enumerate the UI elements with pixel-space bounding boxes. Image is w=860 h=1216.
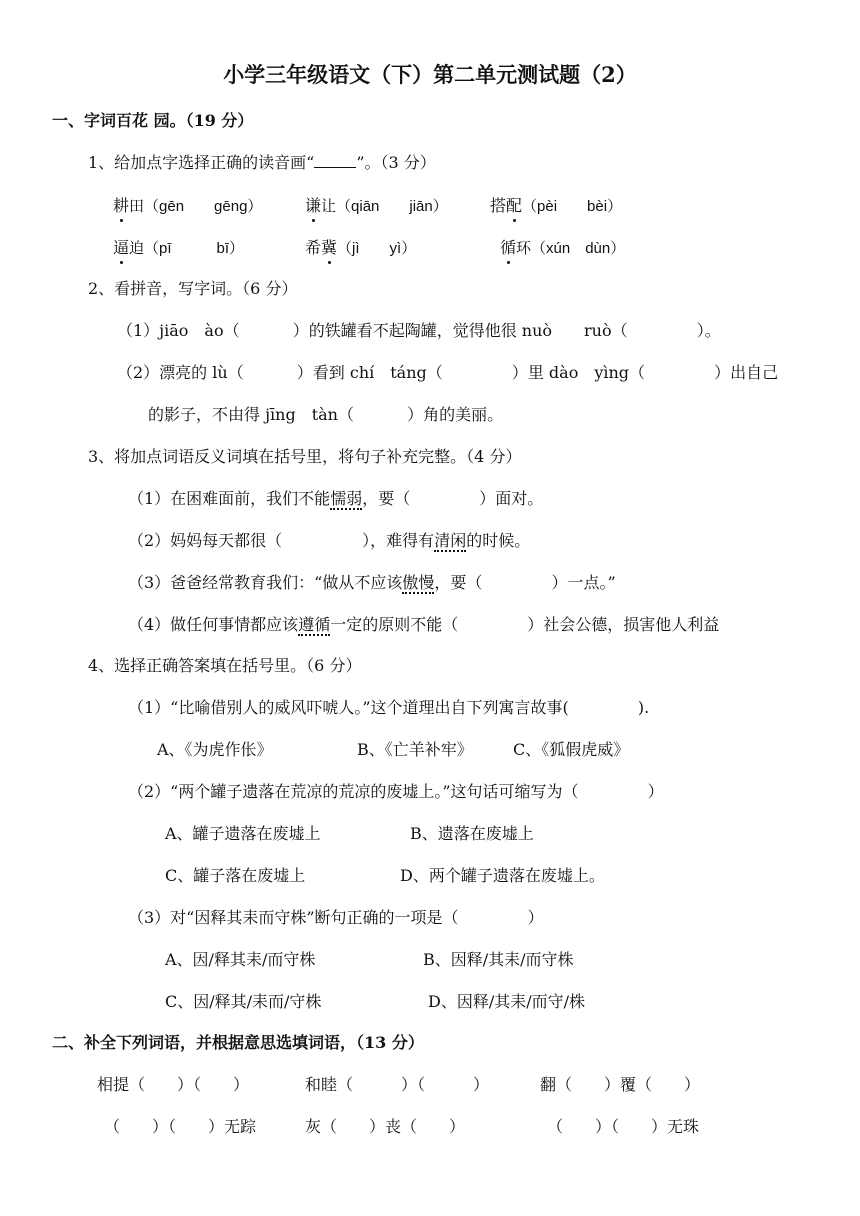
option-b: B、因释/其耒/而守株 [423,950,574,969]
q1-item-text: 迫（pī bī） [129,240,245,257]
option-a: A、罐子遗落在废墟上 [165,824,321,843]
dotted-char: 配 [506,196,523,215]
q3-text: 一定的原则不能（ ）社会公德，损害他人利益 [330,615,720,634]
q3-line [128,488,543,510]
option-a: A、因/释其耒/而守株 [165,950,316,969]
q3-text: （4）做任何事情都应该 [128,615,299,634]
dotted-word: 清闲 [434,531,467,550]
q2-line: （2）漂亮的 lù（ ）看到 chí táng（ ）里 dào yìng（ ）出自己 [117,363,779,382]
q3-line [128,614,719,636]
dotted-char: 耕 [113,196,130,215]
q1-item-char: 搭 [490,196,507,215]
dotted-char: 冀 [321,238,338,257]
q1-item [113,195,262,218]
q1-item [113,237,244,260]
q1-item [500,237,625,260]
q3-line [128,572,616,594]
q3-text: ，要（ ）一点。” [434,573,616,592]
option-b: B、《亡羊补牢》 [357,740,473,759]
idiom-item: 灰（ ）丧（ ） [305,1117,466,1136]
q1-item-char: 希 [305,238,322,257]
q3-text: （3）爸爸经常教育我们：“做从不应该 [128,573,403,592]
idiom-item: （ ）（ ）无珠 [547,1117,700,1136]
dotted-char: 循 [500,238,517,257]
q3-text: 的时候。 [466,531,531,550]
q1-item-text: 环（xún dùn） [516,240,626,257]
q3-prompt: 3、将加点词语反义词填在括号里，将句子补充完整。（4 分） [88,447,522,466]
idiom-item: 相提（ ）（ ） [97,1075,250,1094]
option-a: A、《为虎作伥》 [157,740,273,759]
q1-item [305,237,416,260]
idiom-item: 和睦（ ）（ ） [305,1075,490,1094]
q1-item-text: 田（gēn gēng） [129,198,263,215]
option-c: C、《狐假虎威》 [513,740,630,759]
option-c: C、因/释其/耒而/守株 [165,992,322,1011]
dotted-word: 懦弱 [330,489,363,508]
option-b: B、遗落在废墟上 [410,824,534,843]
dotted-word: 傲慢 [402,573,435,592]
option-d: D、因释/其耒/而守/株 [428,992,586,1011]
q1-item-text: （jì yì） [337,240,417,257]
dotted-char: 逼 [113,238,130,257]
q1-underline-blank [314,153,356,168]
dotted-word: 遵循 [298,615,331,634]
q1-item-text: 让（qiān jiān） [321,198,448,215]
section2-heading: 二、补全下列词语，并根据意思选填词语，（13 分） [52,1033,424,1052]
q1-item [490,195,622,218]
dotted-char: 谦 [305,196,322,215]
q4-sub-question: （2）“两个罐子遗落在荒凉的荒凉的废墟上。”这句话可缩写为（ ） [128,782,664,801]
q3-text: ，要（ ）面对。 [362,489,544,508]
idiom-item: 翻（ ）覆（ ） [540,1075,701,1094]
q2-line: 的影子，不由得 jīng tàn（ ）角的美丽。 [148,405,504,424]
q3-text: （1）在困难面前，我们不能 [128,489,331,508]
q4-sub-question: （1）“比喻借别人的威风吓唬人。”这个道理出自下列寓言故事( ). [128,698,650,717]
q2-prompt: 2、看拼音，写字词。（6 分） [88,279,298,298]
option-d: D、两个罐子遗落在废墟上。 [400,866,605,885]
q4-sub-question: （3）对“因释其耒而守株”断句正确的一项是（ ） [128,908,544,927]
section1-heading: 一、字词百花 园。（19 分） [52,111,254,130]
idiom-item: （ ）（ ）无踪 [104,1117,257,1136]
q1-prompt-end: ”。（3 分） [356,153,436,172]
q4-prompt: 4、选择正确答案填在括号里。（6 分） [88,656,362,675]
q3-line [128,530,530,552]
q1-prompt [88,152,436,174]
option-c: C、罐子落在废墟上 [165,866,306,885]
q1-item-text: （pèi bèi） [522,198,623,215]
q3-text: （2）妈妈每天都很（ ），难得有 [128,531,435,550]
q2-line: （1）jiāo ào（ ）的铁罐看不起陶罐，觉得他很 nuò ruò（ ）。 [117,321,721,340]
q1-prompt-start: 1、给加点字选择正确的读音画“ [88,153,315,172]
q1-item [305,195,448,218]
page-title: 小学三年级语文（下）第二单元测试题（2） [223,62,637,87]
